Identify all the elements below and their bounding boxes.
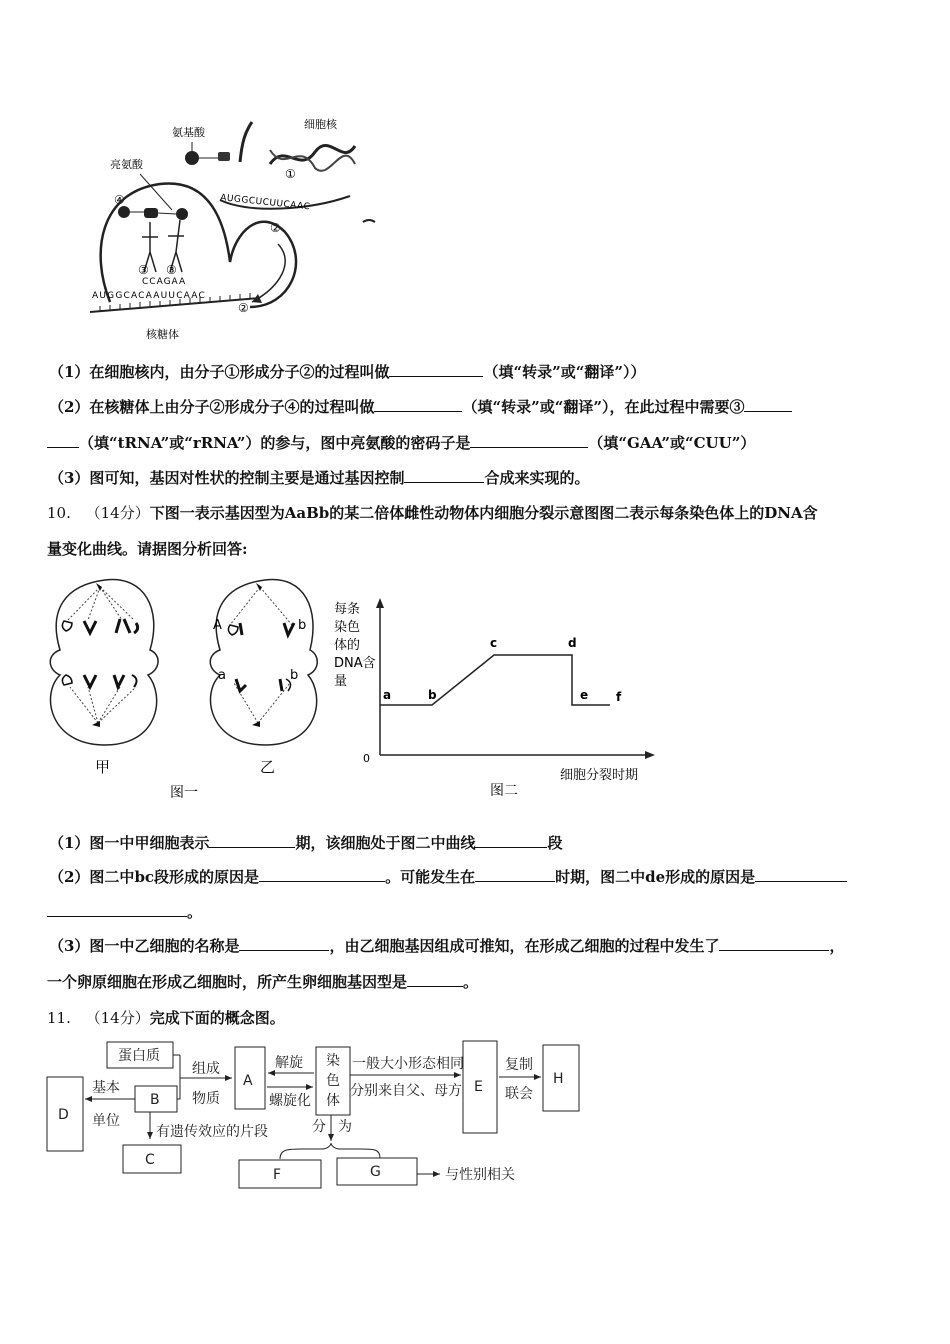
q10-p3b-a: 一个卵原细胞在形成乙细胞时，所产生卵细胞基因型是 [47,973,408,991]
nuclear-envelope [240,122,252,162]
label-synapsis: 联会 [505,1086,533,1102]
peptide-ball-2 [144,208,158,218]
chart-point-label-c: c [490,636,498,650]
label-basic-2: 单位 [92,1113,120,1129]
blank-q9-2[interactable] [374,397,462,412]
q11-number: 11. [47,1009,71,1027]
q10-stem-line2: 量变化曲线。请据图分析回答: [47,540,248,558]
label-divide-2: 为 [338,1119,352,1135]
chromosome-jia-4 [134,623,138,633]
q9-p3-prefix: （3）图可知，基因对性状的控制主要是通过基因控制 [49,469,405,487]
blank-q10-8[interactable] [407,972,463,987]
dna-content-line [380,655,610,705]
blank-q9-3a[interactable] [744,397,792,412]
blank-q10-5b[interactable] [47,902,187,917]
label-leucine: 亮氨酸 [110,158,143,171]
q10-score: （14分） [85,504,150,522]
cell-jia-spindle-bottom [70,687,136,723]
label-chromosome-2: 色 [326,1073,340,1089]
chart-ylabel-line: 体的 [334,638,361,653]
q10-stem-1: 下图一表示基因型为AaBb的某二倍体雌性动物体内细胞分裂示意图图二表示每条染色体上的DNA含 [149,504,818,522]
q9-p1-suffix: （填“转录”或“翻译”）） [483,363,646,381]
peptide-bond-2 [158,213,176,214]
figure-one [40,575,330,805]
blank-q10-4[interactable] [475,867,555,882]
label-jia: 甲 [95,758,111,776]
axis-origin: 0 [363,752,370,765]
label-A: A [243,1073,253,1089]
label-H: H [553,1071,564,1087]
blank-q9-3b[interactable] [47,433,79,448]
blank-q10-1[interactable] [209,833,295,848]
q10-part1 [49,832,562,853]
q10-p3-a: （3）图一中乙细胞的名称是 [49,937,240,955]
label-compose-1: 组成 [192,1061,220,1077]
q10-part2 [49,866,847,887]
chromosome-yi-2 [284,623,294,635]
nuclear-pore-mark [363,220,375,222]
chart-ylabel-line: 量 [334,674,348,689]
q10-part3-cont [47,971,478,992]
label-sex-related: 与性别相关 [445,1167,515,1183]
gene-b-top: b [298,618,307,633]
cell-yi-membrane [210,580,317,745]
q9-p2-mid: （填“转录”或“翻译”），在此过程中需要③ [462,398,745,416]
figure-two-chart [330,590,660,805]
transport-arrow [252,244,285,302]
amino-acid-tail [218,152,230,161]
q9-p2-prefix: （2）在核糖体上由分子②形成分子④的过程叫做 [49,398,375,416]
label-coil: 螺旋化 [269,1093,311,1109]
label-basic-1: 基本 [92,1080,120,1096]
chromosome-yi-1 [228,625,238,635]
chromosome-yi-1b [240,623,242,635]
label-B: B [150,1092,160,1108]
chromosome-jia-5 [62,675,72,685]
q10-stem-line1 [47,502,818,523]
q11-stem [47,1007,285,1028]
label-F: F [273,1167,282,1183]
label-E: E [474,1079,483,1095]
gene-a: a [218,668,226,683]
q9-p2b-suffix: （填“GAA”或“CUU”） [588,434,756,452]
chart-point-label-d: d [568,636,577,650]
q10-p2-c: 时期，图二中de形成的原因是 [555,868,756,886]
q10-p2-b: 。可能发生在 [385,868,476,886]
q9-part1 [49,361,645,382]
chart-point-label-a: a [383,688,392,702]
chart-point-label-b: b [428,688,437,702]
q9-part2 [49,396,792,417]
blank-q9-4[interactable] [470,433,588,448]
chromosome-jia-1 [62,621,72,631]
q10-p2-a: （2）图二中bc段形成的原因是 [49,868,260,886]
label-chromosome-1: 染 [326,1053,340,1069]
label-protein: 蛋白质 [118,1048,160,1064]
blank-q10-5a[interactable] [755,867,847,882]
label-c4: ④ [114,193,125,207]
chart-xlabel: 细胞分裂时期 [560,768,639,783]
q9-p3-suffix: 合成来实现的。 [484,469,590,487]
caption-fig1: 图一 [170,785,198,801]
blank-q10-7[interactable] [719,936,829,951]
peptide-ball-3 [176,208,188,220]
q10-p1-a: （1）图一中甲细胞表示 [49,834,210,852]
label-same-1: 一般大小形态相同 [352,1056,464,1072]
label-genetic-segment: 有遗传效应的片段 [156,1124,268,1140]
label-unwind: 解旋 [275,1055,303,1071]
q11-stem-text: 完成下面的概念图。 [149,1009,285,1027]
cell-jia-membrane [50,580,158,745]
q10-p3-c: ， [829,937,845,955]
chromosome-jia-6 [84,675,96,687]
dna-helix [270,145,355,164]
q9-p2b-prefix: （填“tRNA”或“rRNA”）的参与，图中亮氨酸的密码子是 [79,434,471,452]
centrosome-bottom [92,721,100,727]
label-yi: 乙 [260,758,276,776]
chromosome-yi-4b [280,679,282,691]
gene-b-bottom: b [290,668,299,683]
leucine-pointer [140,174,172,210]
cell-yi-spindle-top [230,587,292,625]
blank-q10-6[interactable] [239,936,329,951]
chromosome-jia-7 [114,675,124,687]
q10-part3 [49,935,844,956]
chromosome-jia-3 [116,619,130,633]
label-compose-2: 物质 [192,1091,220,1107]
chromosome-jia-2 [84,621,96,633]
mrna-bottom-sequence: AUGGCACAAUUCAAC [92,291,206,301]
x-axis-arrow [645,751,655,759]
chart-ylabel [334,602,376,689]
q10-p2-end: 。 [187,903,203,921]
q10-p1-c: 段 [547,834,563,852]
gene-A: A [213,618,222,633]
amino-acid-ball [185,151,199,165]
label-replicate: 复制 [505,1057,533,1073]
anticodon-sequence: CCAGAA [142,277,187,287]
chart-point-label-e: e [580,688,589,702]
chart-ylabel-line: 每条 [334,602,361,617]
label-G: G [370,1164,381,1180]
caption-fig2: 图二 [490,783,518,799]
label-C: C [145,1152,155,1168]
q10-p1-b: 期，该细胞处于图二中曲线 [295,834,476,852]
blank-q10-2[interactable] [475,833,547,848]
q10-part2-cont [47,901,202,922]
chart-point-label-f: f [616,690,622,704]
concept-map [40,1035,600,1195]
label-amino-acid: 氨基酸 [172,126,205,139]
blank-q9-5[interactable] [404,468,484,483]
blank-q10-3[interactable] [259,867,385,882]
cell-jia-spindle-top [68,587,134,620]
label-chromosome-3: 体 [326,1093,340,1109]
translation-diagram [80,112,390,347]
label-divide-1: 分 [312,1119,326,1135]
q10-number: 10. [47,504,71,522]
blank-q9-1[interactable] [389,362,483,377]
label-c2-top: ② [270,221,281,235]
label-c3-left: ③ [138,263,149,277]
q9-part3 [49,467,589,488]
centrosome-yi-top [256,583,262,591]
q10-p3b-end: 。 [463,973,479,991]
chromosome-jia-8 [132,675,137,687]
mrna-top-sequence: AUGGCUCUUCAAC [219,193,311,213]
label-ribosome: 核糖体 [146,328,179,341]
chart-ylabel-line: 染色 [334,620,361,635]
brace-divide [280,1143,380,1159]
label-c3-right: ③ [166,263,177,277]
label-D: D [58,1107,69,1123]
q9-p1-prefix: （1）在细胞核内，由分子①形成分子②的过程叫做 [49,363,390,381]
peptide-ball-1 [118,206,130,218]
label-c1: ① [285,167,296,181]
chromosome-yi-3 [236,679,246,691]
q9-part2-cont [47,432,755,453]
y-axis-arrow [376,598,384,608]
q11-score: （14分） [85,1009,150,1027]
chart-ylabel-line: DNA含 [334,656,376,671]
label-nucleus: 细胞核 [304,118,337,131]
label-c2-bottom: ② [238,301,249,315]
centrosome-yi-bottom [252,721,260,727]
label-same-2: 分别来自父、母方 [350,1083,462,1099]
q10-p3-b: ，由乙细胞基因组成可推知，在形成乙细胞的过程中发生了 [329,937,720,955]
